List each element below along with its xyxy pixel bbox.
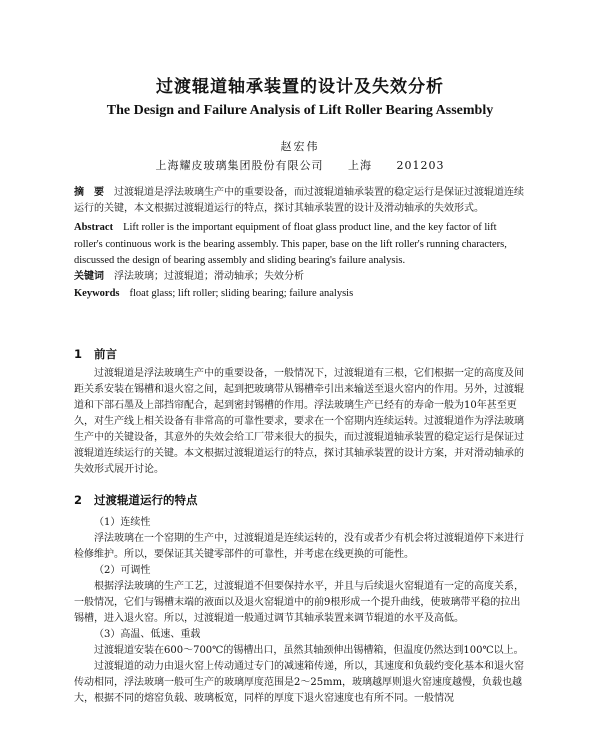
keywords-cn-label: 关键词: [74, 271, 104, 282]
subsection-label: （2）可调性: [94, 565, 151, 576]
section-2-number: 2: [74, 493, 83, 507]
subsection-label: （3）高温、低速、重载: [94, 629, 201, 640]
section-2-heading: [74, 492, 198, 508]
abstract-chinese: [74, 185, 526, 217]
subsection-paragraph: 根据浮法玻璃的生产工艺，过渡辊道不但要保持水平，并且与后续退火窑辊道有一定的高度关系，一般情况，它们与锡槽末端的液面以及退火窑辊道中的前9根形成一个提升曲线，使玻璃带平稳的拉出锡槽，进入退火窑。所以，过渡辊道一般通过调节其轴承装置来调节辊道的水平及高低。: [74, 581, 524, 624]
subsection-paragraph: 浮法玻璃在一个窑期的生产中，过渡辊道是连续运转的，没有或者少有机会将过渡辊道停下来进行检修维护。所以，要保证其关键零部件的可靠性，并考虑在线更换的可能性。: [74, 533, 524, 560]
subsection-label: （1）连续性: [94, 517, 151, 528]
section-1-paragraph: 过渡辊道是浮法玻璃生产中的重要设备，一般情况下，过渡辊道有三根，它们根据一定的高度及间距关系安装在锡槽和退火窑之间，起到把玻璃带从锡槽牵引出来输送至退火窑内的作用。另外，过渡辊道和下部石墨及上部挡帘配合，起到密封锡槽的作用。浮法玻璃生产已经有的寿命一般为10年甚至更久，对生产线上相关设备有非常高的可靠性要求，要求在一个窑期内连续运转。过渡辊道作为浮法玻璃生产中的关键设备，其意外的失效会给工厂带来很大的损失，而过渡辊道轴承装置的稳定运行是保证过渡辊道连续运行的关键。本文根据过渡辊道运行的特点，探讨其轴承装置的设计方案，并对滑动轴承的失效形式展开讨论。: [74, 368, 524, 475]
section-1-title: 前言: [94, 347, 118, 361]
keywords-english: [74, 286, 526, 302]
keywords-chinese: [74, 269, 526, 285]
keywords-cn-text: 浮法玻璃；过渡辊道；滑动轴承；失效分析: [114, 271, 304, 282]
section-2-title: 过渡辊道运行的特点: [94, 493, 198, 507]
section-1-heading: [74, 346, 117, 362]
abstract-en-text: Lift roller is the important equipment of float glass product line, and the key factor of lift roller's continuous work is the bearing assembly. This paper, base on the lift roller's running characters, discussed the design of bearing assembly and sliding bearing's failure analysis.: [74, 222, 507, 266]
abstract-cn-text: 过渡辊道是浮法玻璃生产中的重要设备，而过渡辊道轴承装置的稳定运行是保证过渡辊道连续运行的关键，本文根据过渡辊道运行的特点，探讨其轴承装置的设计及滑动轴承的失效形式。: [74, 187, 524, 214]
section-2-body: [74, 515, 526, 707]
abstract-cn-label: 摘 要: [74, 187, 104, 198]
abstract-english: [74, 220, 526, 270]
affiliation-org: 上海耀皮玻璃集团股份有限公司: [155, 159, 324, 172]
affiliation-postcode: 201203: [396, 159, 445, 172]
section-2-closing-paragraph: 过渡辊道的动力由退火窑上传动通过专门的减速箱传递，所以，其速度和负载约变化基本和退火窑传动相同，浮法玻璃一般可生产的玻璃厚度范围是2～25mm，玻璃越厚则退火窑速度越慢，负载也越大，根据不同的熔窑负载、玻璃板宽，同样的厚度下退火窑速度也有所不同。一般情况: [74, 661, 524, 704]
author-name: 赵宏伟: [280, 140, 320, 153]
section-1-number: 1: [74, 347, 83, 361]
keywords-en-text: float glass; lift roller; sliding bearing; failure analysis: [129, 288, 354, 299]
subsection-paragraph: 过渡辊道安装在600～700℃的锡槽出口，虽然其轴颈伸出锡槽箱，但温度仍然达到100℃以上。: [94, 645, 524, 656]
affiliation-city: 上海: [348, 159, 372, 172]
paper-title-english: The Design and Failure Analysis of Lift Roller Bearing Assembly: [106, 103, 494, 118]
keywords-en-label: Keywords: [74, 288, 120, 299]
abstract-en-label: Abstract: [74, 222, 114, 233]
author-affiliation: [0, 157, 600, 173]
paper-title-chinese: 过渡辊道轴承装置的设计及失效分析: [156, 77, 444, 97]
section-1-body: [74, 366, 526, 478]
